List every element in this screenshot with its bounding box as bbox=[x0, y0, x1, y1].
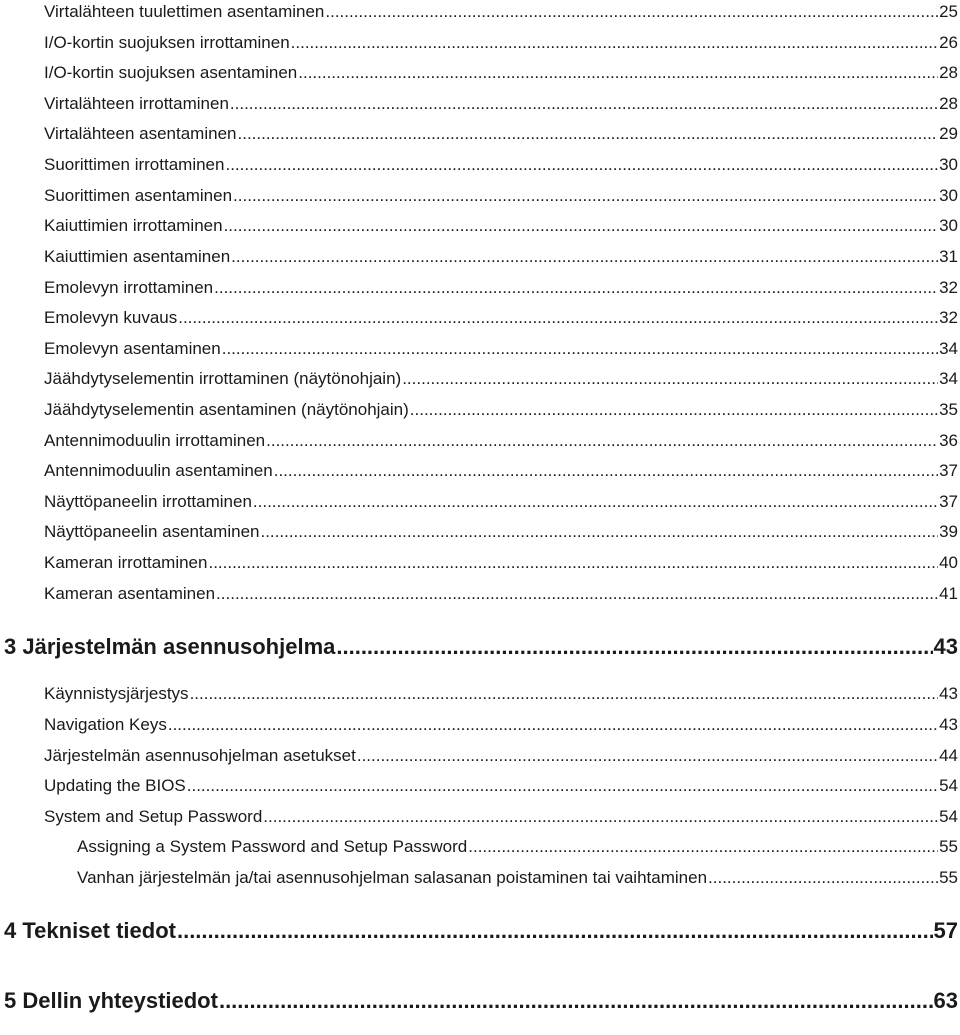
toc-entry-page-number: 54 bbox=[939, 807, 958, 826]
toc-entry-title: Kameran irrottaminen bbox=[44, 553, 208, 572]
dot-leader bbox=[233, 186, 938, 206]
toc-entry-page-number: 55 bbox=[939, 868, 958, 887]
dot-leader bbox=[224, 216, 939, 236]
toc-entry[interactable] bbox=[44, 33, 958, 59]
toc-entry-title: Emolevyn irrottaminen bbox=[44, 278, 214, 297]
toc-entry-title: Suorittimen asentaminen bbox=[44, 186, 233, 205]
toc-entry-title: Näyttöpaneelin irrottaminen bbox=[44, 492, 252, 511]
toc-entry-title: Antennimoduulin irrottaminen bbox=[44, 431, 266, 450]
dot-leader bbox=[177, 918, 933, 944]
dot-leader bbox=[238, 124, 939, 144]
toc-entry-page-number: 37 bbox=[939, 461, 958, 480]
toc-entry[interactable] bbox=[44, 746, 958, 772]
toc-entry[interactable] bbox=[44, 94, 958, 120]
toc-entry[interactable] bbox=[44, 369, 958, 395]
toc-entry-title: Kaiuttimien irrottaminen bbox=[44, 216, 223, 235]
dot-leader bbox=[468, 837, 938, 857]
dot-leader bbox=[253, 492, 938, 512]
toc-entry[interactable] bbox=[44, 431, 958, 457]
toc-entry-page-number: 28 bbox=[939, 94, 958, 113]
dot-leader bbox=[231, 247, 938, 267]
toc-entry-page-number: 39 bbox=[939, 522, 958, 541]
dot-leader bbox=[208, 553, 938, 573]
toc-entry-title: Kameran asentaminen bbox=[44, 584, 216, 603]
toc-entry-title: Emolevyn asentaminen bbox=[44, 339, 221, 358]
toc-entry-page-number: 30 bbox=[939, 216, 958, 235]
toc-entry-title: Käynnistysjärjestys bbox=[44, 684, 189, 703]
toc-entry[interactable] bbox=[44, 124, 958, 150]
toc-entry-title: I/O-kortin suojuksen asentaminen bbox=[44, 63, 298, 82]
dot-leader bbox=[325, 2, 938, 22]
toc-entry-page-number: 40 bbox=[939, 553, 958, 572]
toc-entry-page-number: 43 bbox=[933, 634, 958, 659]
toc-entry-page-number: 31 bbox=[939, 247, 958, 266]
toc-entry-page-number: 36 bbox=[939, 431, 958, 450]
toc-entry[interactable] bbox=[44, 776, 958, 802]
toc-entry[interactable] bbox=[44, 584, 958, 610]
toc-entry-title: Jäähdytyselementin irrottaminen (näytönohjain) bbox=[44, 369, 402, 388]
toc-entry-title: 5 Dellin yhteystiedot bbox=[4, 988, 218, 1013]
toc-entry[interactable] bbox=[44, 216, 958, 242]
toc-entry-title: Virtalähteen irrottaminen bbox=[44, 94, 229, 113]
toc-entry-page-number: 32 bbox=[939, 308, 958, 327]
dot-leader bbox=[187, 776, 938, 796]
dot-leader bbox=[230, 94, 938, 114]
toc-entry[interactable] bbox=[77, 837, 958, 863]
toc-entry-title: Vanhan järjestelmän ja/tai asennusohjelman salasanan poistaminen tai vaihtaminen bbox=[77, 868, 708, 887]
toc-entry-page-number: 29 bbox=[939, 124, 958, 143]
dot-leader bbox=[178, 308, 938, 328]
dot-leader bbox=[266, 431, 938, 451]
dot-leader bbox=[225, 155, 938, 175]
toc-entry[interactable] bbox=[44, 553, 958, 579]
toc-entry[interactable] bbox=[44, 522, 958, 548]
toc-entry-page-number: 26 bbox=[939, 33, 958, 52]
toc-entry-page-number: 63 bbox=[933, 988, 958, 1013]
toc-entry-page-number: 34 bbox=[939, 339, 958, 358]
toc-entry-page-number: 37 bbox=[939, 492, 958, 511]
toc-entry[interactable] bbox=[44, 247, 958, 273]
toc-entry[interactable] bbox=[44, 186, 958, 212]
toc-entry-title: Virtalähteen asentaminen bbox=[44, 124, 237, 143]
toc-entry[interactable] bbox=[44, 2, 958, 28]
toc-entry-title: Emolevyn kuvaus bbox=[44, 308, 178, 327]
toc-entry-page-number: 43 bbox=[939, 715, 958, 734]
toc-entry-title: Antennimoduulin asentaminen bbox=[44, 461, 273, 480]
toc-entry-page-number: 44 bbox=[939, 746, 958, 765]
toc-entry[interactable] bbox=[44, 684, 958, 710]
dot-leader bbox=[263, 807, 938, 827]
toc-entry-page-number: 30 bbox=[939, 186, 958, 205]
toc-chapter-entry[interactable] bbox=[4, 988, 958, 1020]
dot-leader bbox=[222, 339, 938, 359]
toc-entry-title: 3 Järjestelmän asennusohjelma bbox=[4, 634, 336, 659]
dot-leader bbox=[219, 988, 933, 1014]
toc-entry-page-number: 34 bbox=[939, 369, 958, 388]
toc-entry-title: System and Setup Password bbox=[44, 807, 263, 826]
toc-entry[interactable] bbox=[44, 63, 958, 89]
toc-entry-title: I/O-kortin suojuksen irrottaminen bbox=[44, 33, 290, 52]
dot-leader bbox=[410, 400, 938, 420]
dot-leader bbox=[216, 584, 938, 604]
dot-leader bbox=[260, 522, 938, 542]
toc-entry[interactable] bbox=[44, 155, 958, 181]
dot-leader bbox=[708, 868, 938, 888]
toc-entry-title: Virtalähteen tuulettimen asentaminen bbox=[44, 2, 325, 21]
dot-leader bbox=[336, 634, 932, 660]
toc-entry-page-number: 41 bbox=[939, 584, 958, 603]
toc-entry[interactable] bbox=[77, 868, 958, 894]
toc-entry-page-number: 55 bbox=[939, 837, 958, 856]
toc-entry-title: Updating the BIOS bbox=[44, 776, 186, 795]
toc-entry[interactable] bbox=[44, 492, 958, 518]
toc-entry[interactable] bbox=[44, 278, 958, 304]
toc-entry-page-number: 32 bbox=[939, 278, 958, 297]
toc-entry[interactable] bbox=[44, 400, 958, 426]
toc-entry-title: Navigation Keys bbox=[44, 715, 167, 734]
toc-entry[interactable] bbox=[44, 461, 958, 487]
toc-entry[interactable] bbox=[44, 339, 958, 365]
dot-leader bbox=[214, 278, 938, 298]
toc-entry[interactable] bbox=[44, 308, 958, 334]
toc-entry[interactable] bbox=[44, 715, 958, 741]
toc-chapter-entry[interactable] bbox=[4, 918, 958, 950]
toc-entry-page-number: 54 bbox=[939, 776, 958, 795]
toc-entry-page-number: 30 bbox=[939, 155, 958, 174]
toc-entry-title: Assigning a System Password and Setup Password bbox=[77, 837, 468, 856]
dot-leader bbox=[402, 369, 938, 389]
toc-chapter-entry[interactable] bbox=[4, 634, 958, 666]
dot-leader bbox=[357, 746, 938, 766]
toc-entry-page-number: 57 bbox=[933, 918, 958, 943]
toc-entry-title: Jäähdytyselementin asentaminen (näytönohjain) bbox=[44, 400, 409, 419]
toc-entry-title: Järjestelmän asennusohjelman asetukset bbox=[44, 746, 356, 765]
toc-entry[interactable] bbox=[44, 807, 958, 833]
dot-leader bbox=[274, 461, 938, 481]
toc-entry-page-number: 35 bbox=[939, 400, 958, 419]
toc-entry-page-number: 43 bbox=[939, 684, 958, 703]
toc-entry-page-number: 25 bbox=[939, 2, 958, 21]
toc-entry-title: Suorittimen irrottaminen bbox=[44, 155, 225, 174]
dot-leader bbox=[291, 33, 938, 53]
dot-leader bbox=[190, 684, 939, 704]
toc-entry-title: Kaiuttimien asentaminen bbox=[44, 247, 231, 266]
toc-entry-title: 4 Tekniset tiedot bbox=[4, 918, 176, 943]
dot-leader bbox=[298, 63, 938, 83]
dot-leader bbox=[168, 715, 938, 735]
toc-entry-title: Näyttöpaneelin asentaminen bbox=[44, 522, 260, 541]
toc-entry-page-number: 28 bbox=[939, 63, 958, 82]
